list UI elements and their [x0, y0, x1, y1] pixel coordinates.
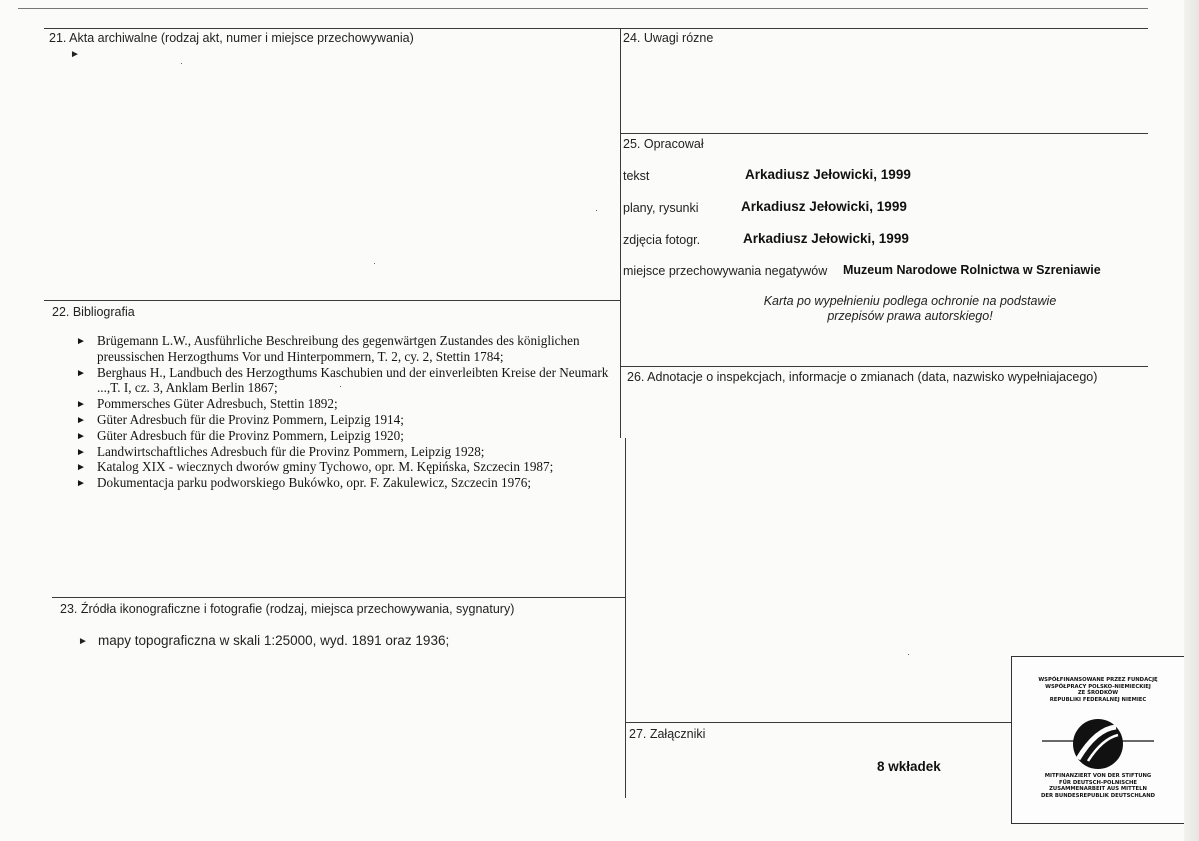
bibliography-entry: Güter Adresbuch für die Provinz Pommern, Leipzig 1914;	[97, 411, 404, 427]
scan-speck	[908, 654, 909, 655]
list-item	[76, 428, 616, 444]
list-item	[76, 365, 616, 397]
bibliography-entry: Dokumentacja parku podworskiego Bukówko, opr. F. Zakulewicz, Szczecin 1976;	[97, 475, 532, 491]
sponsor-text-pl: WSPÓŁFINANSOWANE PRZEZ FUNDACJĘ WSPÓŁPRACY POLSKO-NIEMIECKIEJ ZE ŚRODKÓW REPUBLIKI FEDERALNEJ NIEMIEC	[1038, 677, 1158, 703]
arrow-icon: ►	[76, 336, 86, 347]
arrow-icon: ►	[76, 478, 86, 490]
sponsor-logo-box	[1011, 656, 1185, 824]
section-22-top-line	[44, 300, 620, 301]
bibliography-entry: Brügemann L.W., Ausführliche Beschreibung des gegenwärtgen Zustandes des königlichen preussischen Herzogthums Vor und Hinterpommern, T. 2, cy. 2, Stettin 1784;	[97, 333, 580, 364]
copyright-note-line1: Karta po wypełnieniu podlega ochronie na podstawie	[763, 294, 1057, 308]
section-24-top-line	[620, 28, 1148, 29]
arrow-icon: ►	[76, 399, 86, 411]
bibliography-entry: Katalog XIX - wiecznych dworów gminy Tychowo, opr. M. Kępińska, Szczecin 1987;	[97, 459, 554, 475]
bibliography-entry: Landwirtschaftliches Adresbuch für die Provinz Pommern, Leipzig 1928;	[97, 443, 485, 459]
text-author-value: Arkadiusz Jełowicki, 1999	[745, 167, 911, 182]
drawings-author-value: Arkadiusz Jełowicki, 1999	[741, 199, 907, 214]
list-item	[76, 396, 616, 412]
scan-edge-shadow	[1184, 0, 1199, 841]
negatives-location-value: Muzeum Narodowe Rolnictwa w Szreniawie	[843, 263, 1101, 277]
section-27-top-line	[625, 722, 1011, 723]
attachments-value: 8 wkładek	[877, 759, 941, 774]
section-26-top-line	[620, 366, 1148, 367]
scan-speck	[374, 263, 375, 264]
scan-speck	[596, 210, 597, 211]
text-author-label: tekst	[623, 169, 650, 183]
photos-author-value: Arkadiusz Jełowicki, 1999	[743, 231, 909, 246]
list-item	[76, 412, 616, 428]
column-divider-lower	[625, 438, 626, 798]
list-item	[76, 459, 616, 475]
arrow-icon: ►	[78, 636, 88, 647]
arrow-icon: ►	[76, 414, 86, 426]
section-24-label: 24. Uwagi rózne	[623, 31, 714, 45]
bibliography-entry: Berghaus H., Landbuch des Herzogthums Kaschubien und der einverleibten Kreise der Neumark ...,T. I, cz. 3, Anklam Berlin 1867;	[97, 364, 609, 396]
bibliography-list	[76, 333, 616, 491]
arrow-icon: ►	[76, 367, 86, 379]
section-23-label: 23. Źródła ikonograficzne i fotografie (rodzaj, miejsca przechowywania, sygnatury)	[60, 602, 515, 616]
section-23-top-line	[52, 597, 625, 598]
negatives-location-label: miejsce przechowywania negatywów	[623, 264, 828, 278]
section-26-label: 26. Adnotacje o inspekcjach, informacje o zmianach (data, nazwisko wypełniajacego)	[627, 370, 1098, 384]
section-27-label: 27. Załączniki	[629, 727, 706, 741]
scan-speck	[340, 386, 341, 387]
photos-author-label: zdjęcia fotogr.	[623, 233, 701, 247]
bibliography-entry: Güter Adresbuch für die Provinz Pommern, Leipzig 1920;	[97, 427, 404, 443]
section-21-top-line	[44, 28, 620, 29]
section-22-label: 22. Bibliografia	[52, 305, 135, 319]
section-25-top-line	[620, 133, 1148, 134]
copyright-note-line2: przepisów prawa autorskiego!	[827, 309, 993, 323]
foundation-logo-icon	[1012, 717, 1184, 777]
sponsor-text-de: MITFINANZIERT VON DER STIFTUNG FÜR DEUTSCH-POLNISCHE ZUSAMMENARBEIT AUS MITTELN DER BUNDESREPUBLIK DEUTSCHLAND	[1040, 773, 1156, 799]
drawings-author-label: plany, rysunki	[623, 201, 699, 215]
section-25-label: 25. Opracował	[623, 137, 704, 151]
iconography-entry: mapy topograficzna w skali 1:25000, wyd. 1891 oraz 1936;	[98, 633, 450, 648]
scan-speck	[181, 63, 182, 64]
bibliography-entry: Pommersches Güter Adresbuch, Stettin 1892;	[97, 396, 338, 412]
arrow-icon: ►	[76, 462, 86, 474]
section-21-label: 21. Akta archiwalne (rodzaj akt, numer i miejsce przechowywania)	[49, 31, 414, 45]
page-top-border	[18, 8, 1148, 9]
column-divider	[620, 28, 621, 438]
arrow-icon: ►	[76, 446, 86, 458]
arrow-icon: ►	[76, 430, 86, 442]
arrow-icon: ►	[70, 49, 80, 60]
list-item	[76, 444, 616, 460]
list-item	[76, 475, 616, 491]
list-item	[76, 333, 616, 365]
